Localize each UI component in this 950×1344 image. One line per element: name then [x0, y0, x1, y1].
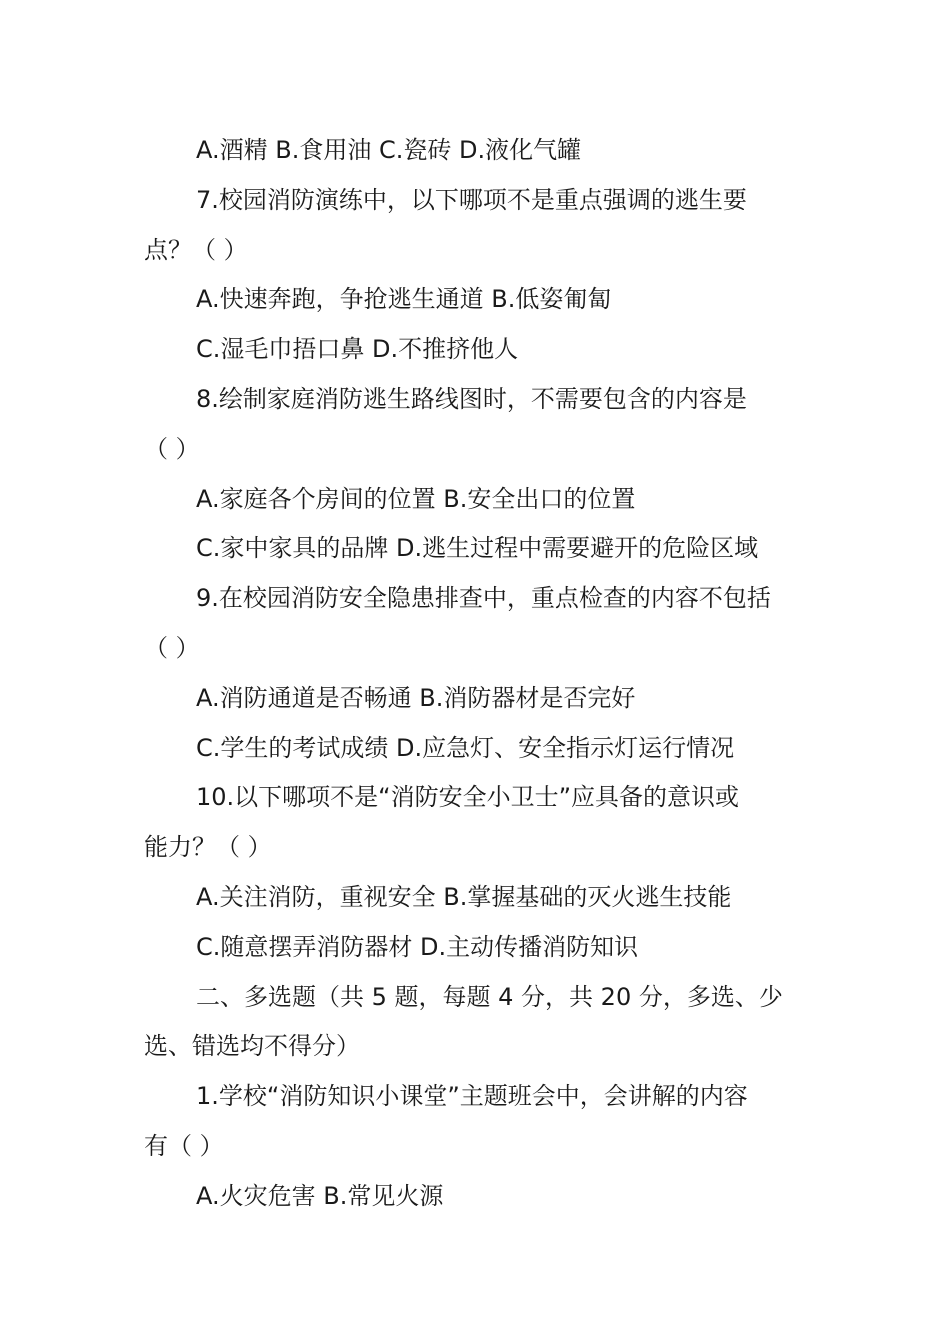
q10-options-ab: A.关注消防，重视安全 B.掌握基础的灭火逃生技能 — [196, 882, 732, 911]
q8-options-cd: C.家中家具的品牌 D.逃生过程中需要避开的危险区域 — [196, 534, 759, 563]
question-text-block — [144, 126, 810, 1222]
q10-options-cd: C.随意摆弄消防器材 D.主动传播消防知识 — [196, 932, 639, 961]
q7-stem-continued: 点？（ ） — [144, 235, 248, 264]
q8-options-ab: A.家庭各个房间的位置 B.安全出口的位置 — [196, 484, 636, 513]
q10-stem: 10.以下哪项不是“消防安全小卫士”应具备的意识或 — [196, 783, 740, 812]
q8-stem-continued: （ ） — [144, 434, 200, 463]
q7-options-cd: C.湿毛巾捂口鼻 D.不推挤他人 — [196, 335, 519, 364]
q7-options-ab: A.快速奔跑，争抢逃生通道 B.低姿匍匐 — [196, 285, 612, 314]
section-heading-continued: 选、错选均不得分） — [144, 1032, 360, 1061]
q10-stem-continued: 能力？（ ） — [144, 833, 272, 862]
q9-options-cd: C.学生的考试成绩 D.应急灯、安全指示灯运行情况 — [196, 733, 735, 762]
q9-options-ab: A.消防通道是否畅通 B.消防器材是否完好 — [196, 683, 636, 712]
q9-stem-continued: （ ） — [144, 633, 200, 662]
mc-q1-stem-continued: 有（ ） — [144, 1131, 224, 1160]
q6-options: A.酒精 B.食用油 C.瓷砖 D.液化气罐 — [196, 136, 582, 164]
mc-q1-options-ab: A.火灾危害 B.常见火源 — [196, 1181, 444, 1210]
q9-stem: 9.在校园消防安全隐患排查中，重点检查的内容不包括 — [196, 584, 771, 613]
q7-stem: 7.校园消防演练中，以下哪项不是重点强调的逃生要 — [196, 185, 747, 214]
section-heading-multiple-choice: 二、多选题（共 5 题，每题 4 分，共 20 分，多选、少 — [196, 982, 783, 1011]
q8-stem: 8.绘制家庭消防逃生路线图时，不需要包含的内容是 — [196, 384, 747, 413]
mc-q1-stem: 1.学校“消防知识小课堂”主题班会中，会讲解的内容 — [196, 1082, 748, 1111]
